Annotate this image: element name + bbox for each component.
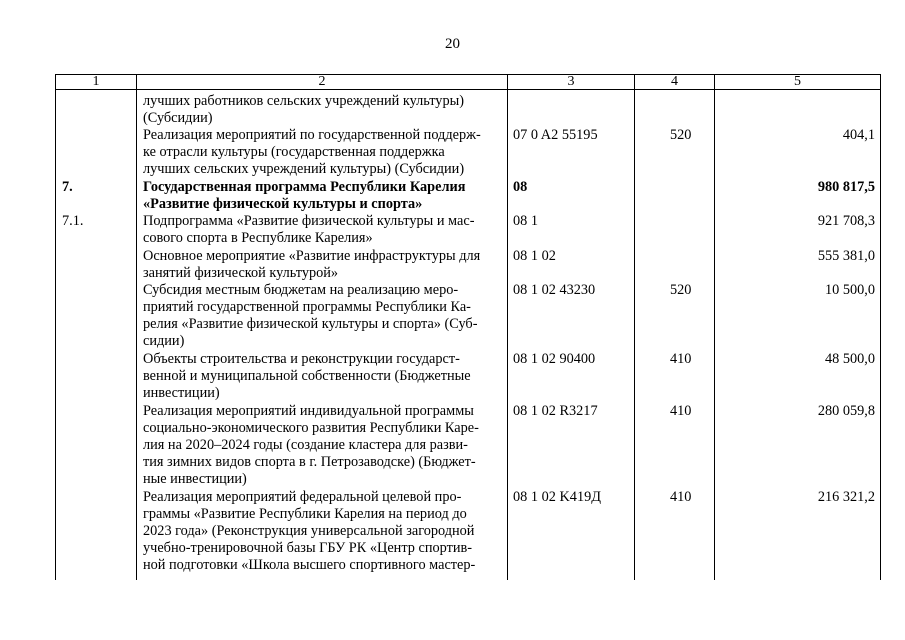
page-number: 20 [445,36,460,52]
row-amount: 216 321,2 [817,489,875,505]
row-code: 08 1 02 R3217 [513,403,598,419]
row-amount: 921 708,3 [817,213,875,229]
row-amount: 404,1 [842,127,875,143]
column-line [136,90,137,580]
column-line [634,90,635,580]
row-amount: 555 381,0 [817,248,875,264]
row-name: Объекты строительства и реконструкции государст- венной и муниципальной собственности (Бюджетные инвестиции) [143,351,471,401]
row-amount: 10 500,0 [824,282,875,298]
row-amount: 980 817,5 [817,179,875,195]
row-type: 520 [670,127,692,143]
header-cell-2: 2 [137,75,508,89]
column-line [55,90,56,580]
header-cell-3: 3 [508,75,635,89]
row-amount: 48 500,0 [824,351,875,367]
row-code: 08 1 02 90400 [513,351,596,367]
row-code: 08 [513,179,528,195]
row-name: лучших работников сельских учреждений культуры) (Субсидии) [143,93,464,126]
row-number: 7.1. [62,213,84,229]
column-line [507,90,508,580]
row-type: 410 [670,489,692,505]
header-cell-4: 4 [635,75,715,89]
row-number: 7. [62,179,73,195]
row-name: Государственная программа Республики Карелия «Развитие физической культуры и спорта» [143,179,466,212]
row-name: Реализация мероприятий федеральной целевой про- граммы «Развитие Республики Карелия на период до 2023 года» (Реконструкция универсальной загородной учебно-тренировочной базы ГБУ РК «Центр спортив- ной подготовки «Школа высшего спортивного мастер- [143,489,476,573]
table-header-row [55,74,881,90]
row-type: 520 [670,282,692,298]
header-cell-1: 1 [56,75,137,89]
row-type: 410 [670,403,692,419]
row-name: Реализация мероприятий по государственной поддерж- ке отрасли культуры (государственная поддержка лучших сельских учреждений культуры) (Субсидии) [143,127,481,177]
row-name: Подпрограмма «Развитие физической культуры и мас- сового спорта в Республике Карелия» [143,213,475,246]
row-code: 08 1 [513,213,539,229]
row-code: 07 0 A2 55195 [513,127,598,143]
row-name: Субсидия местным бюджетам на реализацию меро- приятий государственной программы Республики Ка- релия «Развитие физической культуры и спорта» (Суб- сидии) [143,282,478,349]
row-code: 08 1 02 [513,248,556,264]
row-code: 08 1 02 K419Д [513,489,601,505]
row-name: Основное мероприятие «Развитие инфраструктуры для занятий физической культурой» [143,248,481,281]
row-type: 410 [670,351,692,367]
row-name: Реализация мероприятий индивидуальной программы социально-экономического развития Республики Каре- лия на 2020–2024 годы (создание кластера для разви- тия зимних видов спорта в г. Петрозаводске) (Бюджет- ные инвестиции) [143,403,479,487]
row-amount: 280 059,8 [817,403,875,419]
header-cell-5: 5 [794,74,801,89]
column-line [714,90,715,580]
column-line [880,90,881,580]
row-code: 08 1 02 43230 [513,282,596,298]
